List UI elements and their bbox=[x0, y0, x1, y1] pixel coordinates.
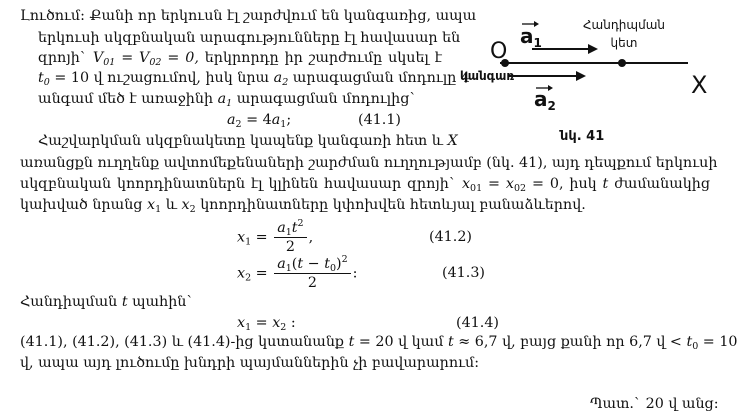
meeting-label-line-1: Հանդիպման bbox=[582, 18, 666, 32]
intro-line-1-text: Քանի որ երկուսն էլ շարժվում են կանգառից, ապա bbox=[89, 8, 477, 24]
axis-x-label: X bbox=[691, 71, 708, 99]
body-line-3: սկզբնական կոորդինատներն էլ կլինեն հավասար զրոյի` $x_{01} = x_{02} = 0$, իսկ t ժամանակից bbox=[20, 176, 711, 194]
body-line-2: առանցքն ուղղենք ավտոմեքենաների շարժման ուղղությամբ (նկ. 41), այդ դեպքում երկուսի bbox=[20, 155, 718, 171]
intro-line-4: $t_0 = 10$ վ ուշացումով, իսկ նրա $a_2$ արագացման մոդուլը 4 bbox=[38, 70, 470, 88]
figure-caption: նկ. 41 bbox=[560, 129, 605, 144]
stop-label: կանգառ bbox=[460, 69, 515, 83]
conclusion-line-2: վ, ապա այդ լուծումը խնդրի պայմաններին չի բավարարում: bbox=[20, 355, 480, 371]
figure-41 bbox=[448, 2, 716, 148]
conclusion-line-1: (41.1), (41.2), (41.3) և (41.4)-ից կստանանք t = 20 վ կամ t ≈ 6,7 վ, բայց քանի որ 6,7 վ < $t_0 = 10$ bbox=[20, 334, 738, 352]
delay-time: $t_0$ bbox=[38, 70, 50, 88]
equation-number-41-4: (41.4) bbox=[456, 315, 499, 331]
intro-line-3: զրոյի` $V_{01} = V_{02} = 0$, երկրորդը իր շարժումը սկսել է bbox=[38, 50, 442, 68]
solution-label: Լուծում: bbox=[20, 8, 85, 24]
equation-number-41-2: (41.2) bbox=[429, 229, 472, 245]
meeting-point bbox=[618, 59, 626, 67]
origin-label: O bbox=[490, 39, 508, 64]
equation-41-4: $x_1 = x_2$ : bbox=[237, 315, 296, 333]
meeting-label-line-2: կետ bbox=[610, 36, 638, 50]
intro-line-5: անգամ մեծ է առաջինի $a_1$ արագացման մոդուլից` bbox=[38, 91, 417, 109]
initial-speeds: $V_{01} = V_{02} = 0$, bbox=[92, 50, 199, 68]
intro-line-2: երկուսի սկզբնական արագությունները էլ հավասար են bbox=[38, 30, 461, 46]
body-line-4: կախված նրանց $x_1$ և $x_2$ կոորդինատները կփոխվեն հետևյալ բանաձևերով. bbox=[20, 197, 586, 215]
answer-text: Պատ.` 20 վ անց: bbox=[590, 396, 719, 412]
intro-line-1 bbox=[20, 6, 477, 26]
equation-41-1: $a_2 = 4a_1$; bbox=[227, 112, 292, 130]
fraction-41-3: $\frac{a_1(t - t_0)^2}{2}$ bbox=[274, 255, 350, 292]
a1-label: $a_1$ bbox=[520, 24, 542, 50]
a2-label: $a_2$ bbox=[534, 87, 556, 113]
equation-41-2: $x_1$ = $\frac{a_1t^2}{2}$ , bbox=[237, 218, 314, 255]
equation-number-41-1: (41.1) bbox=[358, 112, 401, 128]
body-line-1: Հաշվարկման սկզբնակետը կապենք կանգառի հետ և X bbox=[38, 133, 458, 149]
equation-number-41-3: (41.3) bbox=[442, 265, 485, 281]
meeting-moment-text: Հանդիպման t պահին` bbox=[20, 294, 194, 310]
fraction-41-2: $\frac{a_1t^2}{2}$ bbox=[274, 219, 306, 256]
equation-41-3: $x_2$ = $\frac{a_1(t - t_0)^2}{2}$ : bbox=[237, 254, 358, 291]
